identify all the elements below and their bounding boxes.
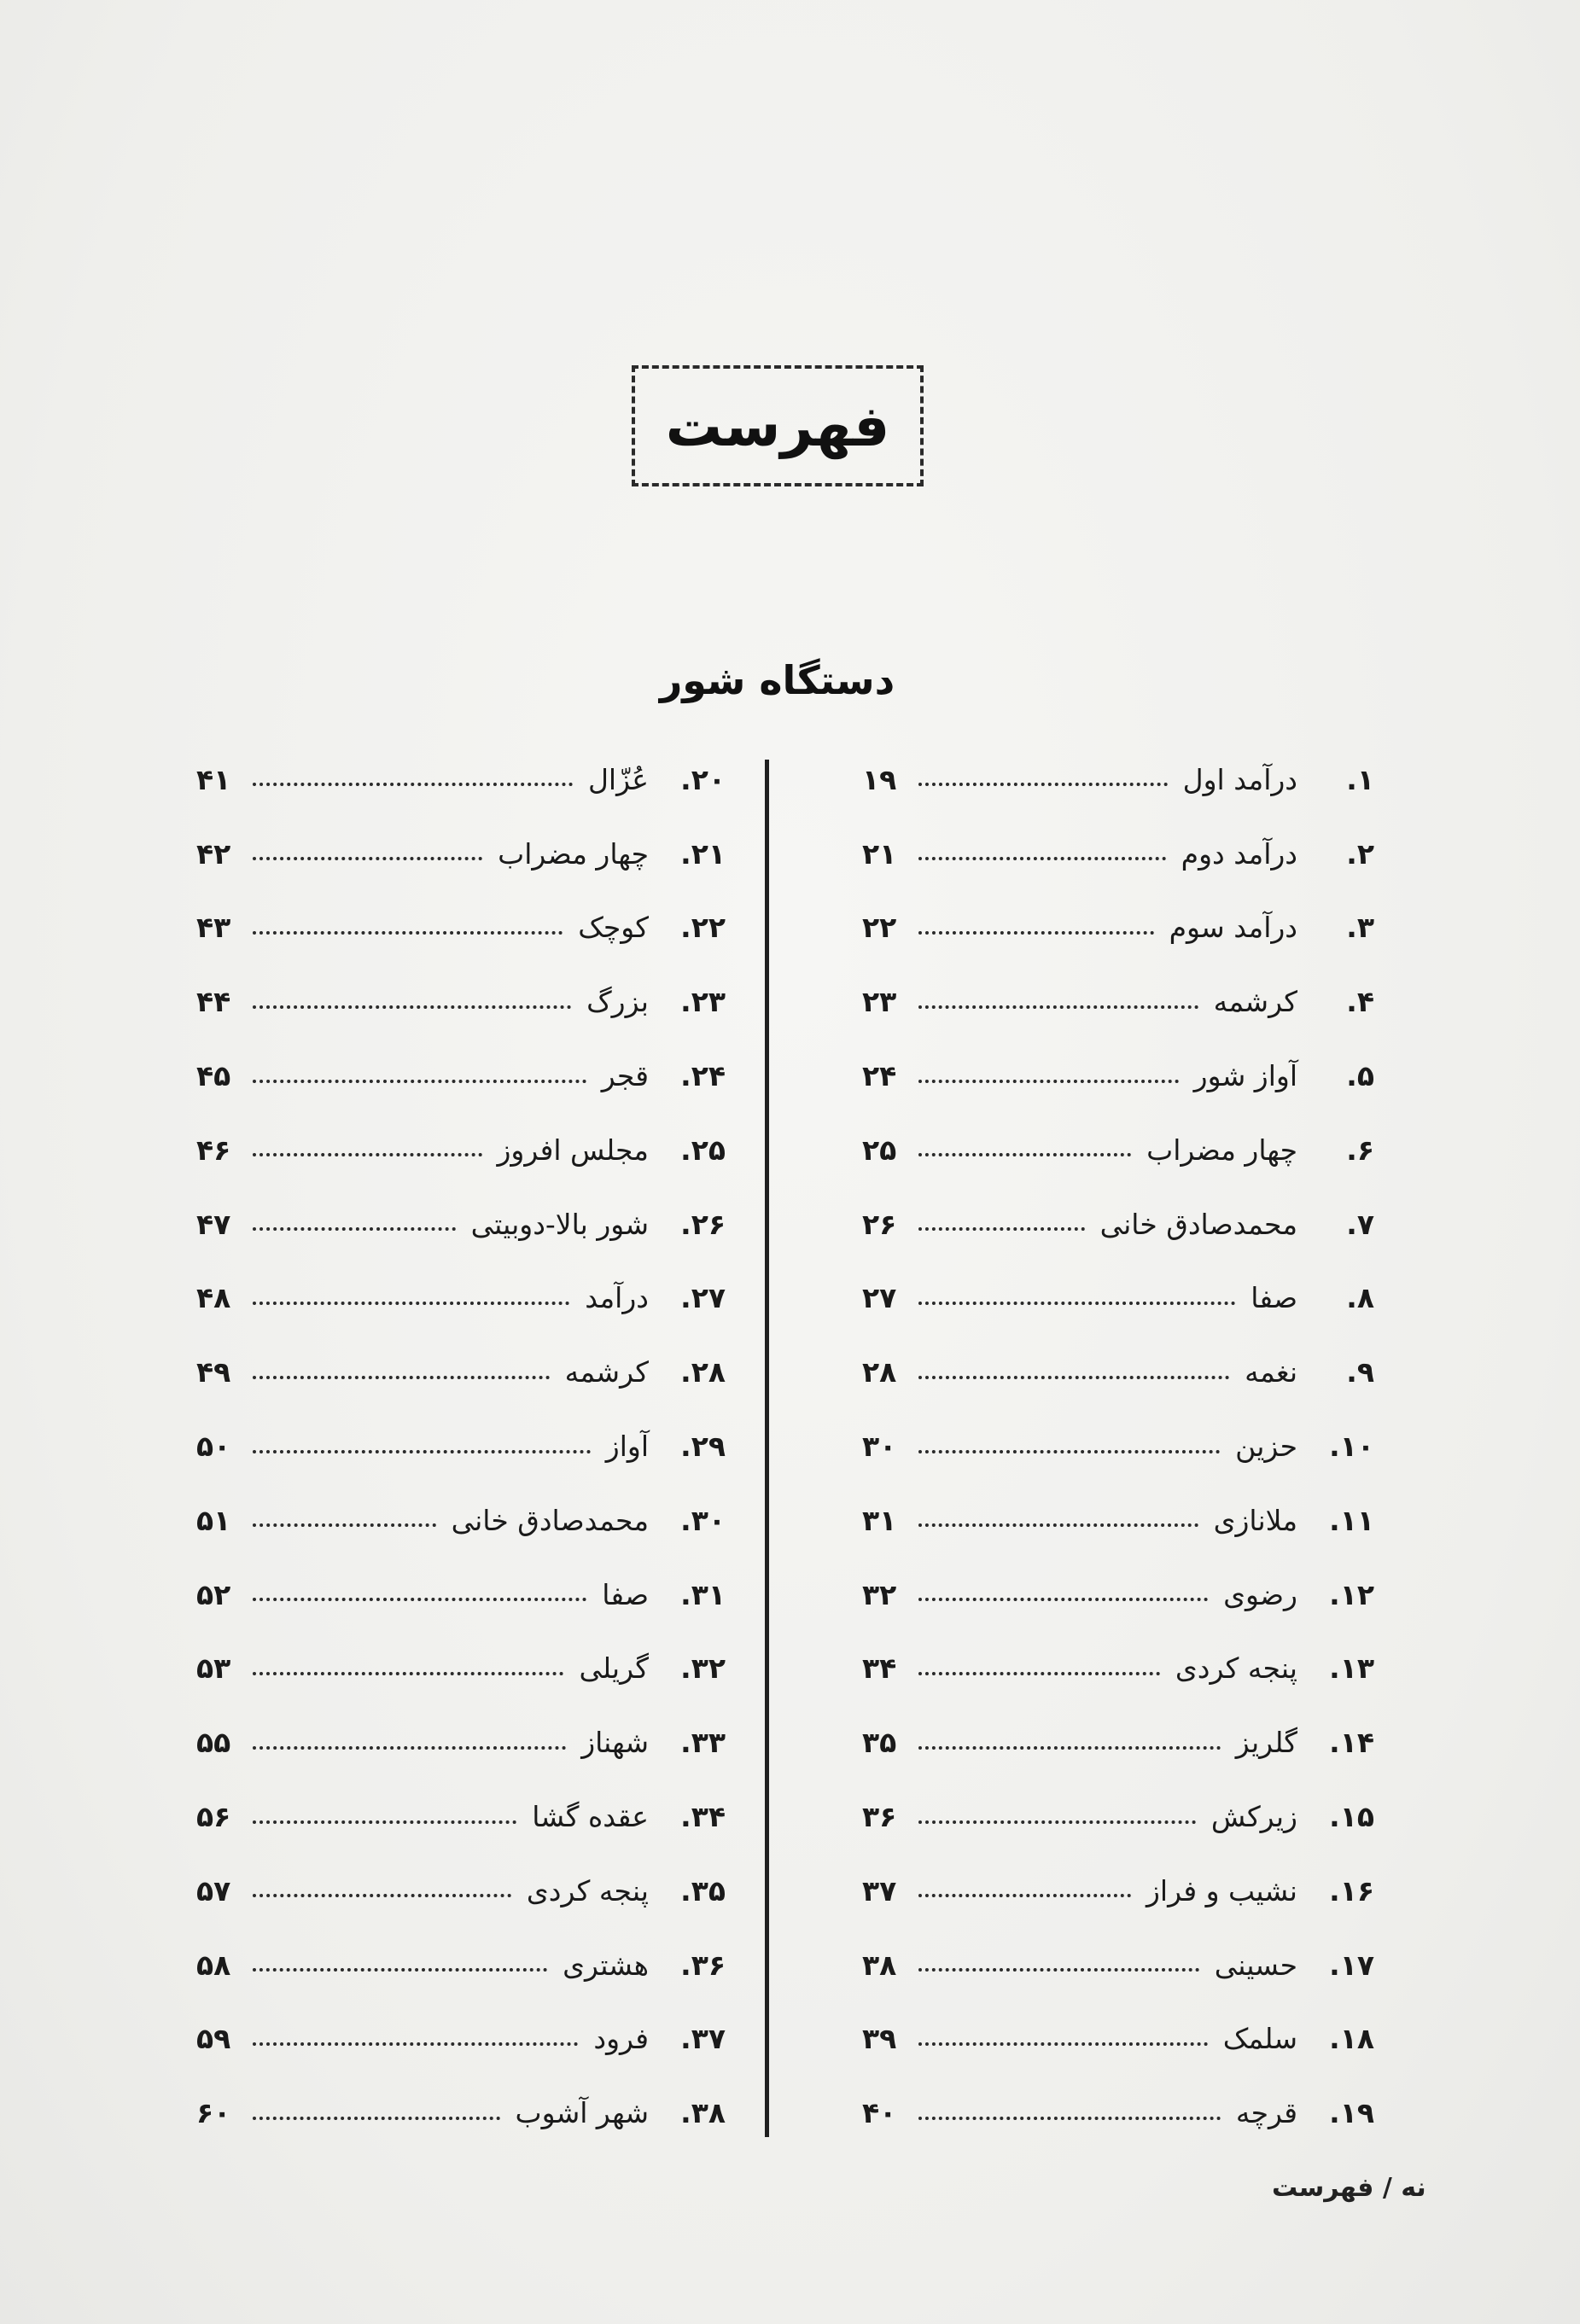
toc-entry-title: شهر آشوب — [515, 2096, 649, 2130]
toc-entry-title: گریلی — [579, 1651, 649, 1686]
toc-entry-page: ۴۰ — [862, 2096, 897, 2130]
toc-entry-number: ۳۰. — [680, 1503, 726, 1537]
toc-entry-number: ۸. — [1346, 1281, 1374, 1315]
toc-entry[interactable] — [196, 1854, 726, 1928]
toc-entry-number: ۳۸. — [680, 2096, 726, 2130]
toc-entry-number: ۱۵. — [1329, 1800, 1374, 1834]
title-box — [632, 365, 924, 486]
toc-entry[interactable] — [196, 817, 726, 891]
toc-entry[interactable] — [196, 2002, 726, 2076]
toc-entry-title: کرشمه — [1213, 985, 1297, 1019]
dot-leader — [253, 1820, 516, 1824]
toc-entry-number: ۳۴. — [680, 1800, 726, 1834]
toc-entry-number: ۳۵. — [680, 1873, 726, 1908]
toc-entry[interactable] — [196, 1928, 726, 2002]
toc-entry-number: ۲۲. — [680, 911, 726, 945]
toc-entry-number: ۶. — [1346, 1133, 1374, 1167]
dot-leader — [918, 1968, 1199, 1972]
toc-entry[interactable] — [862, 817, 1374, 891]
toc-entry-number: ۳۷. — [680, 2022, 726, 2056]
toc-entry-page: ۴۳ — [196, 911, 231, 945]
toc-entry[interactable] — [862, 743, 1374, 817]
toc-entry-number: ۲۵. — [680, 1133, 726, 1167]
dot-leader — [918, 783, 1168, 786]
toc-entry-title: چهار مضراب — [1146, 1133, 1297, 1167]
dot-leader — [918, 2117, 1221, 2120]
dot-leader — [253, 1894, 511, 1897]
dot-leader — [918, 931, 1154, 935]
dot-leader — [918, 1746, 1221, 1750]
toc-entry[interactable] — [862, 1483, 1374, 1558]
toc-entry-number: ۱۷. — [1329, 1948, 1374, 1982]
toc-entry-page: ۴۸ — [196, 1281, 231, 1315]
toc-entry-number: ۳۳. — [680, 1726, 726, 1760]
toc-entry-title: ملانازی — [1213, 1503, 1297, 1537]
toc-entry-page: ۴۶ — [196, 1133, 231, 1167]
toc-entry-page: ۵۳ — [196, 1651, 231, 1686]
toc-entry[interactable] — [196, 743, 726, 817]
toc-entry-page: ۶۰ — [196, 2096, 231, 2130]
toc-entry[interactable] — [862, 1187, 1374, 1261]
dot-leader — [253, 1968, 547, 1972]
dot-leader — [253, 1450, 591, 1453]
toc-entry-page: ۵۸ — [196, 1948, 231, 1982]
dot-leader — [918, 1820, 1196, 1824]
toc-entry[interactable] — [196, 1113, 726, 1187]
toc-entry-title: زیرکش — [1210, 1800, 1297, 1834]
toc-entry-number: ۳۱. — [680, 1577, 726, 1611]
toc-entry-number: ۱۳. — [1329, 1651, 1374, 1686]
dot-leader — [918, 1153, 1131, 1156]
toc-entry-number: ۴. — [1346, 985, 1374, 1019]
toc-entry-title: شور بالا-دوبیتی — [470, 1207, 649, 1241]
dot-leader — [253, 1672, 563, 1675]
toc-entry[interactable] — [862, 1558, 1374, 1632]
toc-entry-title: درآمد — [585, 1281, 649, 1315]
toc-entry-page: ۴۹ — [196, 1355, 231, 1389]
dot-leader — [918, 1227, 1085, 1231]
toc-entry-title: آواز شور — [1193, 1059, 1297, 1093]
toc-entry-number: ۱۸. — [1329, 2022, 1374, 2056]
toc-entry[interactable] — [196, 2076, 726, 2150]
toc-entry-page: ۴۲ — [196, 836, 231, 871]
toc-entry-page: ۳۸ — [862, 1948, 897, 1982]
toc-entry[interactable] — [196, 1261, 726, 1336]
dot-leader — [253, 2117, 500, 2120]
toc-entry-number: ۱۲. — [1329, 1577, 1374, 1611]
toc-entry[interactable] — [862, 1632, 1374, 1706]
toc-entry-title: چهار مضراب — [498, 836, 649, 871]
toc-entry-title: محمدصادق خانی — [1099, 1207, 1297, 1241]
toc-entry-page: ۵۱ — [196, 1503, 231, 1537]
dot-leader — [918, 1080, 1179, 1083]
toc-entry-title: سلمک — [1222, 2022, 1297, 2056]
toc-entry[interactable] — [196, 1632, 726, 1706]
page-footer: نه / فهرست — [1272, 2173, 1426, 2203]
toc-entry-title: صفا — [602, 1577, 649, 1611]
toc-entry-number: ۷. — [1346, 1207, 1374, 1241]
toc-entry-title: حسینی — [1214, 1948, 1297, 1982]
toc-entry-number: ۲۳. — [680, 985, 726, 1019]
dot-leader — [918, 1376, 1229, 1379]
toc-entry-number: ۳۶. — [680, 1948, 726, 1982]
dot-leader — [918, 1523, 1198, 1527]
dot-leader — [253, 931, 563, 935]
dot-leader — [918, 857, 1166, 860]
dot-leader — [253, 857, 482, 860]
toc-entry[interactable] — [862, 1854, 1374, 1928]
toc-entry-number: ۱۱. — [1329, 1503, 1374, 1537]
toc-entry[interactable] — [196, 1335, 726, 1409]
toc-entry-number: ۲۸. — [680, 1355, 726, 1389]
toc-entry-title: شهناز — [581, 1726, 649, 1760]
toc-entry-number: ۱۰. — [1329, 1430, 1374, 1464]
toc-entry-title: عُزّال — [587, 762, 649, 796]
toc-entry[interactable] — [862, 1261, 1374, 1336]
toc-entry-number: ۱۴. — [1329, 1726, 1374, 1760]
dot-leader — [253, 783, 573, 786]
toc-entry-title: آواز — [605, 1430, 649, 1464]
toc-entry[interactable] — [196, 1039, 726, 1113]
toc-entry-page: ۴۴ — [196, 985, 231, 1019]
dot-leader — [253, 1746, 566, 1750]
toc-entry[interactable] — [196, 964, 726, 1039]
toc-entry-page: ۲۱ — [862, 836, 897, 871]
toc-entry-page: ۴۱ — [196, 762, 231, 796]
toc-entry-page: ۵۹ — [196, 2022, 231, 2056]
section-heading: دستگاه شور — [659, 657, 895, 703]
toc-entry-page: ۳۱ — [862, 1503, 897, 1537]
toc-entry-title: محمدصادق خانی — [451, 1503, 649, 1537]
toc-entry[interactable] — [862, 2002, 1374, 2076]
toc-entry-number: ۳۲. — [680, 1651, 726, 1686]
dot-leader — [253, 1227, 456, 1231]
toc-entry-page: ۴۵ — [196, 1059, 231, 1093]
toc-entry-page: ۲۳ — [862, 985, 897, 1019]
toc-entry-page: ۳۵ — [862, 1726, 897, 1760]
toc-entry[interactable] — [862, 1039, 1374, 1113]
toc-entry-title: فرود — [593, 2022, 649, 2056]
dot-leader — [253, 1523, 436, 1527]
toc-entry-number: ۳. — [1346, 911, 1374, 945]
toc-entry-page: ۳۶ — [862, 1800, 897, 1834]
toc-entry[interactable] — [862, 1928, 1374, 2002]
dot-leader — [253, 1376, 550, 1379]
toc-entry-title: قجر — [601, 1059, 649, 1093]
toc-entry[interactable] — [196, 1558, 726, 1632]
toc-entry[interactable] — [196, 1409, 726, 1483]
toc-entry-title: گلریز — [1235, 1726, 1297, 1760]
toc-entry-number: ۲۱. — [680, 836, 726, 871]
toc-entry-title: درآمد دوم — [1181, 836, 1297, 871]
page-title: فهرست — [665, 393, 890, 459]
toc-entry-page: ۵۰ — [196, 1430, 231, 1464]
toc-entry-title: رضوی — [1223, 1577, 1297, 1611]
toc-entry-page: ۲۶ — [862, 1207, 897, 1241]
toc-entry-number: ۲۷. — [680, 1281, 726, 1315]
toc-entry-number: ۲۰. — [680, 762, 726, 796]
toc-entry[interactable] — [862, 1113, 1374, 1187]
toc-entry-page: ۳۷ — [862, 1873, 897, 1908]
dot-leader — [918, 1894, 1131, 1897]
dot-leader — [918, 1005, 1198, 1009]
toc-entry-title: درآمد سوم — [1169, 911, 1297, 945]
toc-entry[interactable] — [862, 1409, 1374, 1483]
toc-entry-title: صفا — [1251, 1281, 1297, 1315]
dot-leader — [253, 1598, 586, 1601]
toc-entry[interactable] — [862, 1335, 1374, 1409]
column-divider — [765, 760, 769, 2137]
toc-entry-page: ۴۷ — [196, 1207, 231, 1241]
toc-entry-title: عقده گشا — [532, 1800, 649, 1834]
toc-entry-title: قرچه — [1235, 2096, 1297, 2130]
toc-entry[interactable] — [862, 1779, 1374, 1854]
toc-entry-title: درآمد اول — [1182, 762, 1297, 796]
toc-entry[interactable] — [196, 1779, 726, 1854]
toc-entry-title: نغمه — [1245, 1355, 1297, 1389]
toc-entry-page: ۲۵ — [862, 1133, 897, 1167]
toc-entry-number: ۲. — [1346, 836, 1374, 871]
dot-leader — [918, 2042, 1208, 2046]
toc-entry-title: بزرگ — [586, 985, 649, 1019]
toc-entry-title: کوچک — [578, 911, 649, 945]
dot-leader — [253, 2042, 578, 2046]
toc-entry-page: ۲۷ — [862, 1281, 897, 1315]
toc-entry-page: ۲۴ — [862, 1059, 897, 1093]
toc-entry-title: مجلس افروز — [497, 1133, 649, 1167]
toc-entry-title: حزین — [1235, 1430, 1297, 1464]
toc-entry[interactable] — [196, 1187, 726, 1261]
toc-entry-number: ۱۹. — [1329, 2096, 1374, 2130]
toc-entry-page: ۵۲ — [196, 1577, 231, 1611]
toc-column-right — [862, 743, 1374, 2150]
dot-leader — [253, 1302, 569, 1305]
toc-column-left — [196, 743, 726, 2150]
toc-entry-number: ۲۶. — [680, 1207, 726, 1241]
toc-entry-page: ۲۲ — [862, 911, 897, 945]
toc-entry[interactable] — [862, 1705, 1374, 1779]
toc-entry-page: ۳۰ — [862, 1430, 897, 1464]
toc-entry[interactable] — [862, 2076, 1374, 2150]
toc-entry-title: هشتری — [563, 1948, 649, 1982]
toc-entry-title: نشیب و فراز — [1146, 1873, 1297, 1908]
toc-entry[interactable] — [196, 1705, 726, 1779]
toc-entry-page: ۲۸ — [862, 1355, 897, 1389]
dot-leader — [253, 1080, 586, 1083]
toc-entry-number: ۱۶. — [1329, 1873, 1374, 1908]
toc-entry-number: ۹. — [1346, 1355, 1374, 1389]
dot-leader — [918, 1450, 1220, 1453]
toc-entry-number: ۱. — [1346, 762, 1374, 796]
toc-entry-page: ۵۶ — [196, 1800, 231, 1834]
toc-entry-page: ۳۹ — [862, 2022, 897, 2056]
toc-entry[interactable] — [196, 1483, 726, 1558]
dot-leader — [253, 1005, 571, 1009]
dot-leader — [918, 1302, 1235, 1305]
toc-entry-title: پنجه کردی — [526, 1873, 649, 1908]
toc-entry[interactable] — [862, 964, 1374, 1039]
toc-entry-number: ۲۹. — [680, 1430, 726, 1464]
toc-entry-number: ۲۴. — [680, 1059, 726, 1093]
toc-entry-page: ۳۴ — [862, 1651, 897, 1686]
toc-entry-title: کرشمه — [564, 1355, 649, 1389]
toc-entry[interactable] — [862, 891, 1374, 965]
toc-entry-page: ۳۲ — [862, 1577, 897, 1611]
toc-entry[interactable] — [196, 891, 726, 965]
toc-entry-number: ۵. — [1346, 1059, 1374, 1093]
toc-entry-title: پنجه کردی — [1175, 1651, 1297, 1686]
toc-entry-page: ۵۵ — [196, 1726, 231, 1760]
toc-entry-page: ۵۷ — [196, 1873, 231, 1908]
dot-leader — [918, 1672, 1160, 1675]
dot-leader — [253, 1153, 482, 1156]
toc-entry-page: ۱۹ — [862, 762, 897, 796]
dot-leader — [918, 1598, 1208, 1601]
